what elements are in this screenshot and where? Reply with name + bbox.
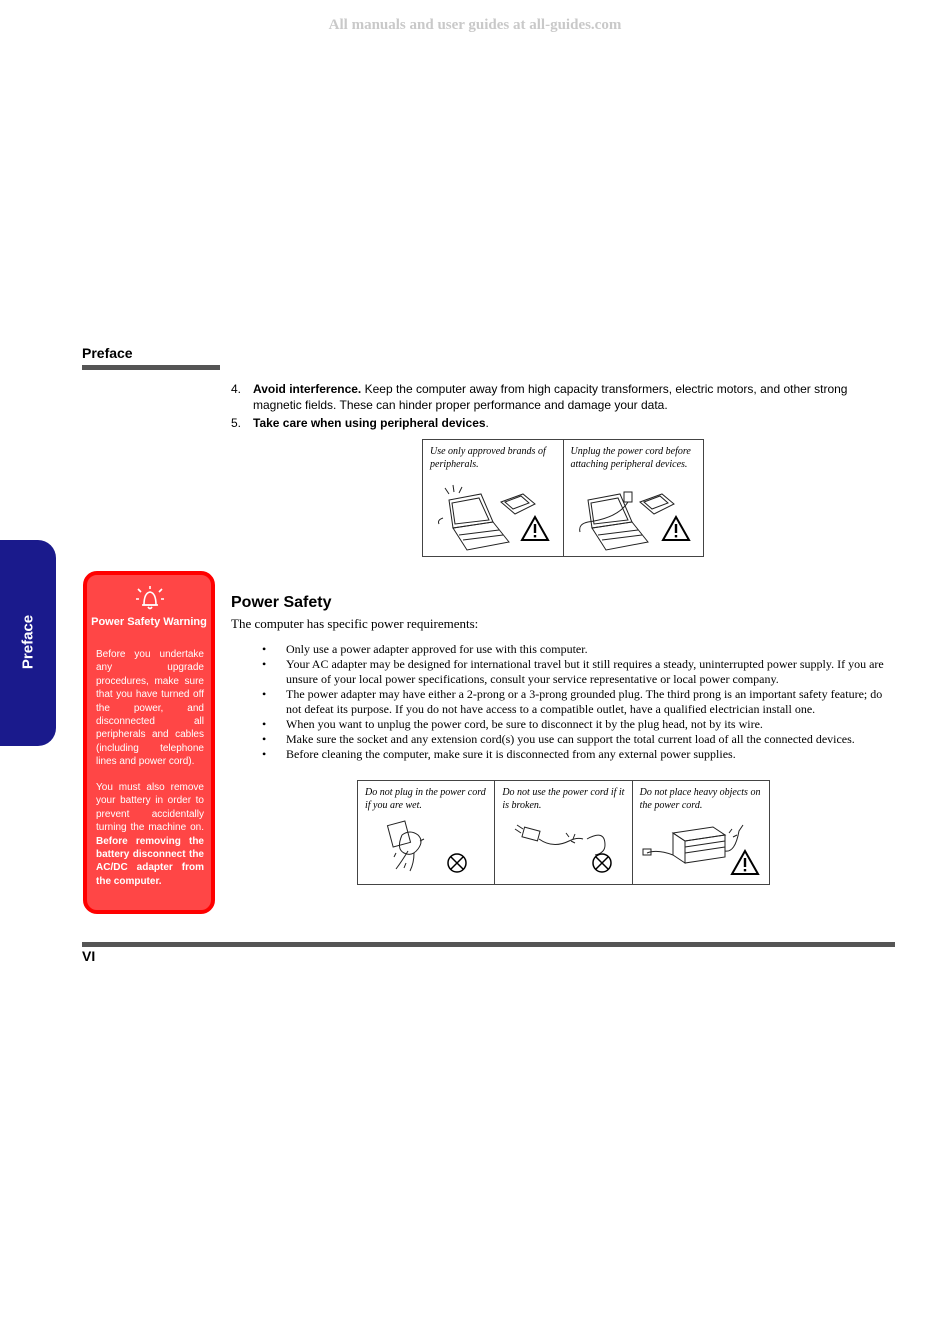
warning-triangle-icon xyxy=(423,440,563,556)
prohibited-icon xyxy=(358,781,495,884)
power-safety-heading: Power Safety xyxy=(231,594,332,611)
prohibited-icon xyxy=(495,781,632,884)
figure-cell-heavy-objects xyxy=(633,781,769,884)
figure-cell-approved-brands xyxy=(423,440,564,556)
bullet-item: • Make sure the socket and any extension cord(s) you use can support the total current load of all the connected devices. xyxy=(262,732,897,747)
warning-title: Power Safety Warning xyxy=(91,616,207,628)
warning-paragraph-2 xyxy=(96,781,204,888)
power-safety-warning-box xyxy=(83,571,215,914)
power-safety-bullets xyxy=(262,642,897,762)
list-item-peripheral-devices xyxy=(231,415,896,431)
warning-paragraph-1: Before you undertake any upgrade procedures, make sure that you have turned off the power, and disconnected all peripherals and cables (including telephone lines and power cord). xyxy=(96,649,204,768)
list-item-text: Keep the computer away from high capacity transformers, electric motors, and other strong magnetic fields. These can hinder proper performance and damage your data. xyxy=(253,382,848,412)
peripheral-figure xyxy=(422,439,704,557)
warning-bold-text: Before removing the battery disconnect the AC/DC adapter from the computer. xyxy=(96,835,204,887)
footer-rule xyxy=(82,942,895,947)
bullet-item: • The power adapter may have either a 2-prong or a 3-prong grounded plug. The third prong is an important safety feature; do not defeat its purpose. If you do not have access to a compatible outlet, have a qualified electrician install one. xyxy=(262,687,897,717)
figure-caption: Use only approved brands of peripherals. xyxy=(430,446,546,470)
bullet-item: • When you want to unplug the power cord, be sure to disconnect it by the plug head, not by its wire. xyxy=(262,717,897,732)
header-rule xyxy=(82,365,220,370)
list-item-bold: Avoid interference. xyxy=(253,382,362,396)
figure-cell-unplug xyxy=(564,440,704,556)
figure-cell-wet-hands xyxy=(358,781,495,884)
warning-text: You must also remove your battery in order to prevent accidentally turning the machine on. xyxy=(96,782,204,834)
bullet-item: • Your AC adapter may be designed for international travel but it still requires a steady, uninterrupted power supply. If you are unsure of your local power specifications, consult your service representative or local power company. xyxy=(262,657,897,687)
section-title: Preface xyxy=(82,345,133,361)
list-item-bold: Take care when using peripheral devices xyxy=(253,416,486,430)
list-number: 5. xyxy=(231,416,242,430)
figure-cell-broken-cord xyxy=(495,781,632,884)
list-number: 4. xyxy=(231,382,242,396)
power-figure xyxy=(357,780,770,885)
page-number: VI xyxy=(82,948,96,964)
figure-caption: Unplug the power cord before attaching peripheral devices. xyxy=(570,446,691,470)
power-safety-intro: The computer has specific power requirements: xyxy=(231,616,479,631)
watermark: All manuals and user guides at all-guides.com xyxy=(328,17,622,33)
figure-caption: Do not plug in the power cord if you are wet. xyxy=(365,787,486,811)
warning-triangle-icon xyxy=(564,440,704,556)
alarm-bell-icon xyxy=(135,585,165,611)
figure-caption: Do not use the power cord if it is broken. xyxy=(502,787,625,811)
list-item-avoid-interference xyxy=(231,381,896,413)
list-item-text: . xyxy=(485,416,489,430)
bullet-item: • Only use a power adapter approved for use with this computer. xyxy=(262,642,897,657)
side-tab-label: Preface xyxy=(19,614,37,670)
bullet-item: • Before cleaning the computer, make sure it is disconnected from any external power supplies. xyxy=(262,747,897,762)
warning-triangle-icon xyxy=(633,781,770,884)
figure-caption: Do not place heavy objects on the power cord. xyxy=(639,787,761,811)
